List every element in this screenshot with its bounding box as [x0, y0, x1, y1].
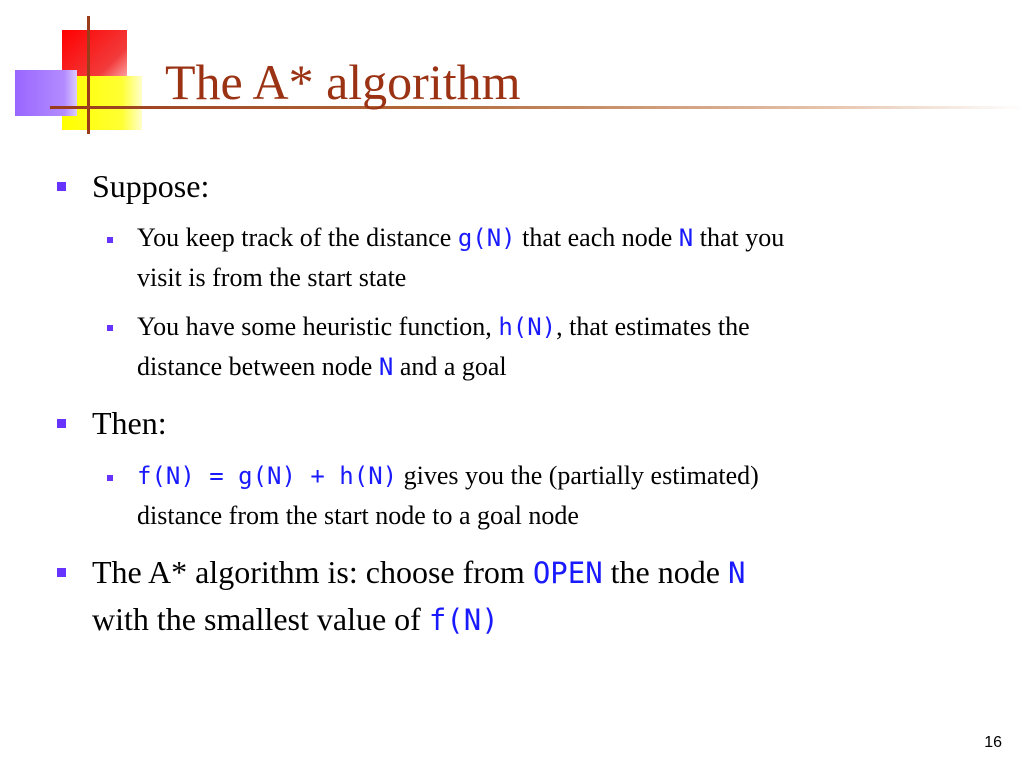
vertical-rule [87, 16, 90, 134]
code-f-of-n: f(N) [428, 603, 499, 637]
slide-title: The A* algorithm [165, 54, 521, 110]
bullet-algorithm-line2 [92, 597, 499, 642]
text-run: You have some heuristic function, [137, 312, 499, 341]
bullet-square-icon [57, 568, 66, 577]
code-n: N [678, 224, 694, 252]
text-run: , that estimates the [556, 312, 750, 341]
sub-bullet-distance [137, 218, 784, 258]
bullet-square-icon [57, 419, 66, 428]
text-run: You keep track of the distance [137, 223, 458, 252]
sub-bullet-heuristic [137, 307, 750, 347]
code-h-of-n: h(N) [498, 313, 557, 341]
text-run: the node [602, 554, 728, 590]
code-open: OPEN [532, 556, 603, 590]
sub-bullet-heuristic-line2 [137, 347, 507, 387]
page-number: 16 [984, 734, 1002, 751]
text-run: gives you the (partially estimated) [397, 461, 759, 490]
code-g-of-n: g(N) [457, 224, 516, 252]
text-run: that each node [515, 223, 679, 252]
bullet-then: Then: [92, 405, 167, 441]
sub-bullet-distance-line2: visit is from the start state [137, 263, 407, 292]
bullet-square-icon [57, 182, 66, 191]
code-n: N [727, 556, 746, 590]
text-run: that you [693, 223, 785, 252]
sub-bullet-square-icon [107, 325, 113, 331]
slide-logo-decoration [0, 0, 140, 140]
sub-bullet-f-formula [137, 456, 759, 496]
code-f-formula: f(N) = g(N) + h(N) [137, 462, 398, 490]
purple-square-decoration [15, 70, 77, 116]
bullet-algorithm [92, 550, 745, 595]
sub-bullet-square-icon [107, 237, 113, 243]
text-run: with the smallest value of [92, 601, 429, 637]
text-run: The A* algorithm is: choose from [92, 554, 533, 590]
bullet-suppose: Suppose: [92, 168, 210, 204]
sub-bullet-f-formula-line2: distance from the start node to a goal node [137, 501, 579, 530]
sub-bullet-square-icon [107, 475, 113, 481]
text-run: distance between node [137, 352, 379, 381]
code-n: N [378, 353, 394, 381]
text-run: and a goal [393, 352, 507, 381]
